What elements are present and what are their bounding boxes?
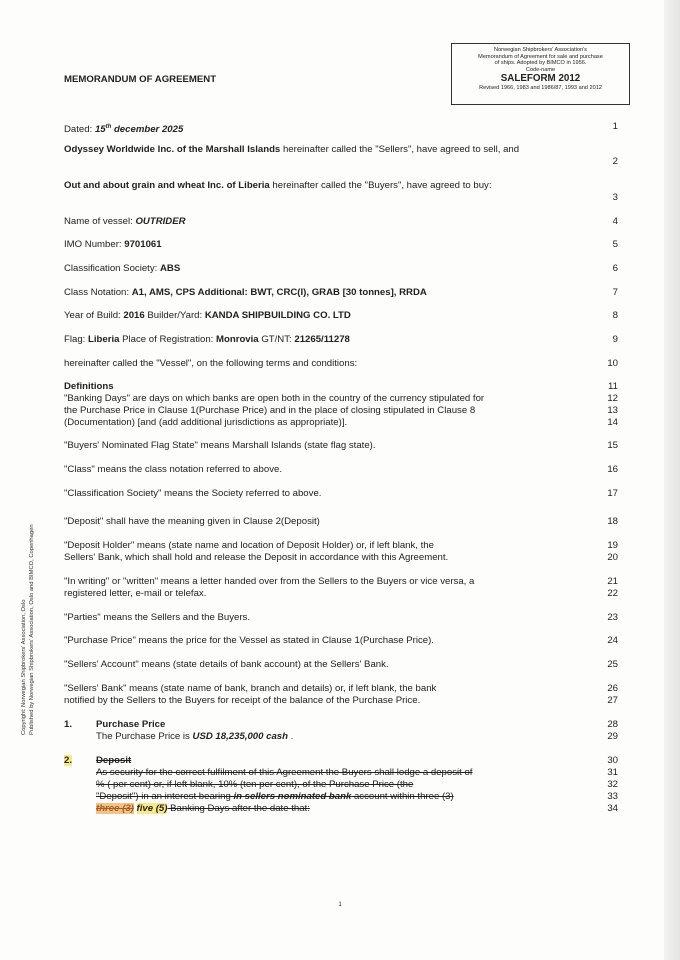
build-line bbox=[64, 310, 351, 322]
line-number: 15 bbox=[607, 440, 618, 451]
sellers-line bbox=[64, 144, 519, 156]
class-society-label: Classification Society: bbox=[64, 263, 160, 274]
line-number: 9 bbox=[612, 334, 618, 345]
line-number: 2 bbox=[612, 156, 618, 167]
saleform-box bbox=[451, 43, 630, 105]
terms-line: hereinafter called the "Vessel", on the following terms and conditions: bbox=[64, 358, 358, 369]
def-deposit-holder: Sellers' Bank, which shall hold and release the Deposit in accordance with this Agreement. bbox=[64, 552, 449, 563]
line-number: 33 bbox=[607, 791, 618, 802]
line-number: 8 bbox=[612, 310, 618, 321]
def-banking-line: (Documentation) [and (add additional jurisdictions as appropriate)]. bbox=[64, 417, 348, 428]
line-number: 34 bbox=[607, 803, 618, 814]
purchase-price-value: USD 18,235,000 cash bbox=[192, 731, 288, 742]
clause-2-insert: in sellers nominated bank bbox=[233, 791, 352, 802]
dated-value bbox=[95, 124, 183, 135]
clause-1-heading: Purchase Price bbox=[96, 719, 166, 730]
def-class: "Class" means the class notation referred to above. bbox=[64, 464, 282, 475]
gt-nt-value: 21265/11278 bbox=[294, 334, 350, 345]
clause-1-text bbox=[96, 731, 293, 743]
def-sellers-account: "Sellers' Account" means (state details of bank account) at the Sellers' Bank. bbox=[64, 659, 389, 670]
class-society-value: ABS bbox=[159, 263, 181, 274]
vessel-label: Name of vessel: bbox=[64, 216, 136, 227]
imo-value: 9701061 bbox=[124, 239, 162, 250]
line-number: 28 bbox=[607, 719, 618, 730]
def-class-society: "Classification Society" means the Society referred to above. bbox=[64, 488, 322, 499]
clause-2-line: As security for the correct fulfilment of this Agreement the Buyers shall lodge a deposit of bbox=[96, 767, 473, 778]
line-number: 7 bbox=[612, 287, 618, 298]
buyers-text: hereinafter called the "Buyers", have agreed to buy: bbox=[269, 180, 492, 191]
line-number: 24 bbox=[607, 635, 618, 646]
line-number: 4 bbox=[612, 216, 618, 227]
page-edge-shadow bbox=[664, 0, 680, 960]
clause-2-text: account within three (3) bbox=[351, 791, 454, 802]
def-purchase-price: "Purchase Price" means the price for the Vessel as stated in Clause 1(Purchase Price). bbox=[64, 635, 434, 646]
line-number: 25 bbox=[607, 659, 618, 670]
line-number: 1 bbox=[612, 121, 618, 132]
box-line: Code-name bbox=[525, 66, 556, 73]
line-number: 23 bbox=[607, 612, 618, 623]
clause-2-text: Banking Days after the date that: bbox=[167, 803, 310, 814]
dated-rest: december 2025 bbox=[111, 124, 184, 136]
def-deposit: "Deposit" shall have the meaning given in Clause 2(Deposit) bbox=[64, 516, 320, 527]
sellers-name: Odyssey Worldwide Inc. of the Marshall Islands bbox=[64, 144, 281, 155]
line-number: 6 bbox=[612, 263, 618, 274]
dated-label: Dated: bbox=[64, 124, 95, 136]
clause-2-amended-new: five (5) bbox=[136, 803, 168, 814]
dated-day: 15 bbox=[94, 124, 106, 136]
line-number: 16 bbox=[607, 464, 618, 475]
purchase-price-label: The Purchase Price is bbox=[96, 731, 193, 742]
line-number: 31 bbox=[607, 767, 618, 778]
line-number: 12 bbox=[607, 393, 618, 404]
clause-2-amended-old: three (3) bbox=[96, 803, 134, 814]
dated-sup: th bbox=[105, 124, 112, 130]
def-parties: "Parties" means the Sellers and the Buyers. bbox=[64, 612, 250, 623]
class-society-line bbox=[64, 263, 180, 275]
flag-line bbox=[64, 334, 350, 346]
page-number: 1 bbox=[338, 902, 342, 908]
vessel-line bbox=[64, 216, 186, 228]
buyers-name: Out and about grain and wheat Inc. of Liberia bbox=[64, 180, 270, 191]
year-of-build-value: 2016 bbox=[123, 310, 145, 321]
line-number: 30 bbox=[607, 755, 618, 766]
clause-2-line: % ( per cent) or, if left blank, 10% (ten per cent), of the Purchase Price (the bbox=[96, 779, 414, 790]
line-number: 26 bbox=[607, 683, 618, 694]
additional-notation: Additional: BWT, CRC(I), GRAB [30 tonnes], RRDA bbox=[195, 287, 427, 298]
dated-line bbox=[64, 121, 183, 136]
line-number: 18 bbox=[607, 516, 618, 527]
def-in-writing: "In writing" or "written" means a letter handed over from the Sellers to the Buyers or vice versa, a bbox=[64, 576, 475, 587]
def-banking-line: "Banking Days" are days on which banks are open both in the country of the currency stipulated for bbox=[64, 393, 485, 404]
line-number: 14 bbox=[607, 417, 618, 428]
line-number: 27 bbox=[607, 695, 618, 706]
purchase-price-end: . bbox=[288, 731, 294, 742]
line-number: 29 bbox=[607, 731, 618, 742]
published-line: Published by Norwegian Shipbrokers' Association, Oslo and BIMCO, Copenhagen bbox=[29, 524, 35, 735]
page-title: MEMORANDUM OF AGREEMENT bbox=[64, 74, 217, 85]
def-deposit-holder: "Deposit Holder" means (state name and location of Deposit Holder) or, if left blank, the bbox=[64, 540, 434, 551]
clause-2-line bbox=[96, 803, 310, 815]
clause-1-number: 1. bbox=[64, 719, 73, 730]
registration-label: Place of Registration: bbox=[119, 334, 216, 345]
builder-value: KANDA SHIPBUILDING CO. LTD bbox=[204, 310, 351, 321]
clause-2-text: "Deposit") in an interest bearing bbox=[96, 791, 234, 802]
definitions-heading: Definitions bbox=[64, 381, 114, 392]
code-name: SALEFORM 2012 bbox=[500, 73, 581, 85]
sellers-text: hereinafter called the "Sellers", have agreed to sell, and bbox=[280, 144, 520, 155]
imo-label: IMO Number: bbox=[64, 239, 125, 250]
imo-line bbox=[64, 239, 162, 251]
box-line: of ships. Adopted by BIMCO in 1956. bbox=[494, 60, 587, 67]
year-of-build-label: Year of Build: bbox=[64, 310, 124, 321]
flag-value: Liberia bbox=[88, 334, 120, 345]
def-banking-line: the Purchase Price in Clause 1(Purchase Price) and in the place of closing stipulated in Clause 8 bbox=[64, 405, 476, 416]
class-notation-line bbox=[64, 287, 427, 299]
line-number: 5 bbox=[612, 239, 618, 250]
line-number: 10 bbox=[607, 358, 618, 369]
gt-nt-label: GT/NT: bbox=[258, 334, 295, 345]
line-number: 11 bbox=[608, 381, 618, 392]
clause-2-heading: Deposit bbox=[96, 755, 132, 766]
flag-label: Flag: bbox=[64, 334, 88, 345]
line-number: 17 bbox=[607, 488, 618, 499]
line-number: 21 bbox=[607, 576, 618, 587]
registration-value: Monrovia bbox=[216, 334, 259, 345]
clause-2-number-highlight: 2. bbox=[64, 755, 73, 766]
def-sellers-bank: "Sellers' Bank" means (state name of bank, branch and details) or, if left blank, the bank bbox=[64, 683, 437, 694]
def-in-writing: registered letter, e-mail or telefax. bbox=[64, 588, 207, 599]
builder-label: Builder/Yard: bbox=[144, 310, 205, 321]
copyright-side-text bbox=[20, 524, 36, 735]
clause-2-line bbox=[96, 791, 454, 803]
def-sellers-bank: notified by the Sellers to the Buyers for receipt of the balance of the Purchase Price. bbox=[64, 695, 421, 706]
line-number: 3 bbox=[612, 192, 618, 203]
class-notation-value: A1, AMS, CPS bbox=[131, 287, 196, 298]
line-number: 32 bbox=[607, 779, 618, 790]
vessel-name: OUTRIDER bbox=[135, 216, 186, 227]
line-number: 19 bbox=[607, 540, 618, 551]
class-notation-label: Class Notation: bbox=[64, 287, 132, 298]
box-line: Norwegian Shipbrokers' Association's bbox=[494, 47, 587, 53]
line-number: 13 bbox=[607, 405, 618, 416]
copyright-line: Copyright: Norwegian Shipbrokers' Association, Oslo bbox=[21, 599, 27, 735]
line-number: 20 bbox=[607, 552, 618, 563]
clause-2-number bbox=[64, 755, 72, 767]
buyers-line bbox=[64, 180, 492, 192]
revised-text: Revised 1966, 1983 and 1986/87, 1993 and 2012 bbox=[479, 85, 602, 92]
line-number: 22 bbox=[607, 588, 618, 599]
box-line: Memorandum of Agreement for sale and purchase bbox=[478, 53, 603, 60]
def-flag-state: "Buyers' Nominated Flag State" means Marshall Islands (state flag state). bbox=[64, 440, 376, 451]
